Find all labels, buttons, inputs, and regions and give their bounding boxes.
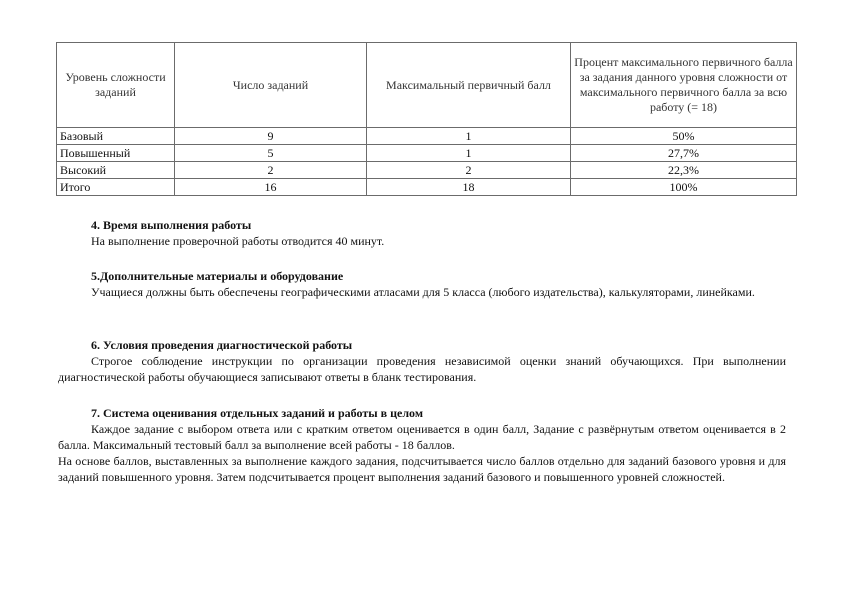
cell-task-count: 5	[175, 145, 367, 162]
cell-max-score: 1	[367, 128, 571, 145]
cell-level: Высокий	[57, 162, 175, 179]
difficulty-table	[56, 42, 797, 196]
header-task-count: Число заданий	[175, 43, 367, 128]
section-paragraph: Строгое соблюдение инструкции по организации проведения независимой оценки знаний обучающихся. При выполнении диагностической работы обучающиеся записывают ответы в бланк тестирования.	[58, 354, 786, 384]
section-heading: 5.Дополнительные материалы и оборудование	[91, 269, 344, 283]
cell-percent: 22,3%	[571, 162, 797, 179]
section-paragraph: На основе баллов, выставленных за выполнение каждого задания, подсчитывается число баллов отдельно для заданий базового уровня и для заданий повышенного уровня. Затем подсчитывается процент выполнения заданий базового и повышенного уровней сложностей.	[58, 454, 786, 484]
table-header-row	[57, 43, 797, 128]
section-heading: 6. Условия проведения диагностической работы	[91, 338, 353, 352]
section-heading: 7. Система оценивания отдельных заданий и работы в целом	[91, 406, 423, 420]
section-grading	[58, 405, 786, 485]
table-row-total	[57, 179, 797, 196]
section-paragraph: На выполнение проверочной работы отводится 40 минут.	[91, 234, 385, 248]
cell-level: Базовый	[57, 128, 175, 145]
cell-max-score: 18	[367, 179, 571, 196]
cell-task-count: 9	[175, 128, 367, 145]
table-row	[57, 162, 797, 179]
header-percent: Процент максимального первичного балла за задания данного уровня сложности от максимального первичного балла за всю работу (= 18)	[571, 43, 797, 128]
table-row	[57, 128, 797, 145]
section-paragraph: Учащиеся должны быть обеспечены географическими атласами для 5 класса (любого издательства), калькуляторами, линейками.	[91, 285, 755, 299]
cell-task-count: 2	[175, 162, 367, 179]
cell-percent: 50%	[571, 128, 797, 145]
section-materials	[58, 268, 786, 300]
cell-percent: 100%	[571, 179, 797, 196]
section-heading: 4. Время выполнения работы	[91, 218, 252, 232]
section-time	[58, 217, 786, 249]
cell-percent: 27,7%	[571, 145, 797, 162]
cell-max-score: 1	[367, 145, 571, 162]
cell-level: Повышенный	[57, 145, 175, 162]
cell-task-count: 16	[175, 179, 367, 196]
cell-max-score: 2	[367, 162, 571, 179]
table-row	[57, 145, 797, 162]
section-conditions	[58, 337, 786, 385]
section-paragraph: Каждое задание с выбором ответа или с кратким ответом оценивается в один балл, Задание с развёрнутым ответом оценивается в 2 балла. Максимальный тестовый балл за выполнение всей работы - 18 баллов.	[58, 422, 786, 452]
header-max-score: Максимальный первичный балл	[367, 43, 571, 128]
cell-level: Итого	[57, 179, 175, 196]
header-level: Уровень сложности заданий	[57, 43, 175, 128]
